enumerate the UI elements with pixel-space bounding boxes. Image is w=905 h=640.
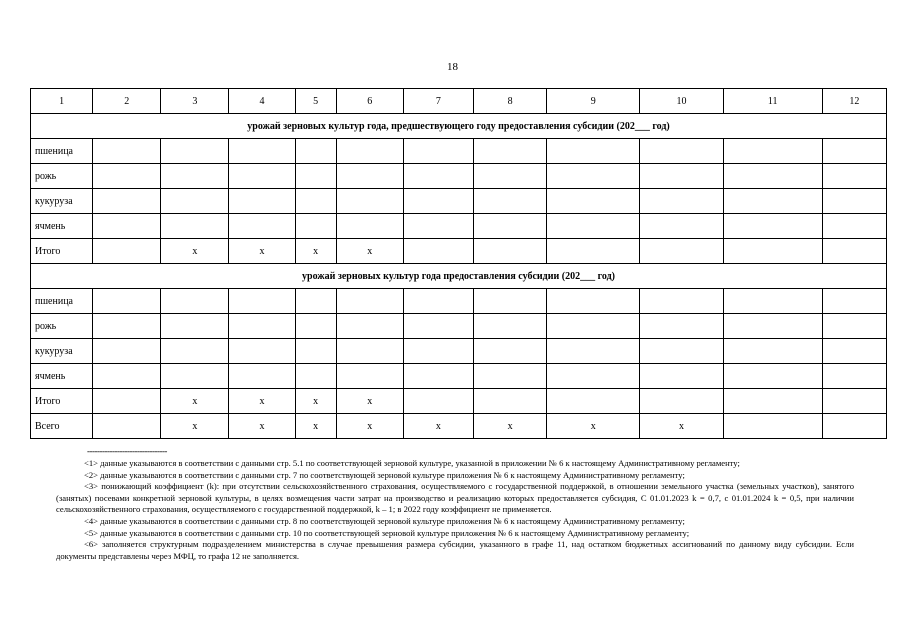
table-cell: х <box>336 389 403 414</box>
table-cell: х <box>474 414 547 439</box>
table-row <box>31 239 887 264</box>
table-cell <box>640 214 723 239</box>
footnote-3: <3> понижающий коэффициент (k): при отсутствии сельскохозяйственного страхования, осуществляемого с государственной поддержкой, в отношении земельного участка (земельных участков), занятого (занятых) посевами конкретной зерновой культуры, в целях возмещения части затрат на производство и реализацию которых предоставляется субсидия, С 01.01.2023 k = 0,7, с 01.01.2024 k = 0,5, при наличии сельскохозяйственного страхования, осуществляемого с государственной поддержкой, k – 1; в 2022 году коэффициент не применяется. <box>56 481 854 515</box>
table-cell <box>295 214 336 239</box>
footnote-5: <5> данные указываются в соответствии с данными стр. 10 по соответствующей зерновой культуре приложения № 6 к настоящему Административному регламенту; <box>84 527 690 538</box>
table-cell <box>640 189 723 214</box>
table-row <box>31 189 887 214</box>
table-cell <box>295 289 336 314</box>
table-cell <box>822 289 886 314</box>
table-cell <box>403 189 473 214</box>
table-cell <box>336 289 403 314</box>
column-number-12: 12 <box>822 89 886 114</box>
table-cell <box>336 189 403 214</box>
table-cell <box>822 364 886 389</box>
table-cell <box>474 314 547 339</box>
table-cell: х <box>295 414 336 439</box>
table-cell <box>93 389 161 414</box>
table-cell: х <box>295 239 336 264</box>
table-cell <box>474 339 547 364</box>
table-cell <box>723 164 822 189</box>
table-cell <box>822 214 886 239</box>
table-cell <box>403 139 473 164</box>
subsidy-table <box>30 88 887 439</box>
table-cell <box>822 314 886 339</box>
column-number-1: 1 <box>31 89 93 114</box>
column-number-3: 3 <box>161 89 229 114</box>
row-label: ячмень <box>31 214 93 239</box>
table-cell: х <box>229 239 295 264</box>
table-cell <box>822 389 886 414</box>
table-cell <box>336 339 403 364</box>
table-cell <box>403 314 473 339</box>
table-cell <box>547 239 640 264</box>
row-label: Всего <box>31 414 93 439</box>
column-number-11: 11 <box>723 89 822 114</box>
table-cell <box>822 164 886 189</box>
table-cell <box>640 289 723 314</box>
row-label: кукуруза <box>31 339 93 364</box>
table-row <box>31 214 887 239</box>
row-label: Итого <box>31 239 93 264</box>
table-cell <box>822 414 886 439</box>
table-cell <box>474 364 547 389</box>
table-cell <box>229 164 295 189</box>
table-row <box>31 139 887 164</box>
table-row <box>31 364 887 389</box>
table-cell <box>93 189 161 214</box>
table-row <box>31 389 887 414</box>
table-cell <box>295 139 336 164</box>
table-cell <box>640 314 723 339</box>
table-cell: х <box>336 239 403 264</box>
table-cell <box>723 414 822 439</box>
table-cell <box>93 414 161 439</box>
table-cell: х <box>161 414 229 439</box>
table-cell <box>547 214 640 239</box>
table-cell <box>161 189 229 214</box>
table-row <box>31 164 887 189</box>
table-cell <box>93 314 161 339</box>
table-cell <box>403 339 473 364</box>
table-cell <box>161 214 229 239</box>
row-label: пшеница <box>31 289 93 314</box>
table-cell <box>640 364 723 389</box>
table-cell <box>295 364 336 389</box>
row-label: Итого <box>31 389 93 414</box>
table-cell <box>93 239 161 264</box>
table-cell <box>822 189 886 214</box>
table-row <box>31 289 887 314</box>
column-number-9: 9 <box>547 89 640 114</box>
table-cell <box>723 189 822 214</box>
table-cell <box>93 164 161 189</box>
table-cell <box>93 139 161 164</box>
table-cell <box>403 239 473 264</box>
table-cell <box>723 339 822 364</box>
table-cell <box>822 339 886 364</box>
table-cell <box>403 164 473 189</box>
table-row <box>31 414 887 439</box>
table-cell <box>336 139 403 164</box>
table-cell <box>229 189 295 214</box>
table-cell <box>723 289 822 314</box>
column-number-7: 7 <box>403 89 473 114</box>
current-year-section-title: урожай зерновых культур года предоставления субсидии (202___ год) <box>31 264 887 289</box>
table-cell <box>336 214 403 239</box>
table-row <box>31 339 887 364</box>
column-number-6: 6 <box>336 89 403 114</box>
table-cell <box>723 239 822 264</box>
page-number: 18 <box>447 61 458 73</box>
table-cell: х <box>336 414 403 439</box>
table-cell: х <box>295 389 336 414</box>
table-cell <box>723 314 822 339</box>
table-cell <box>640 389 723 414</box>
table-cell <box>336 164 403 189</box>
table-cell <box>547 364 640 389</box>
table-cell <box>403 289 473 314</box>
table-cell <box>295 189 336 214</box>
table-cell <box>723 389 822 414</box>
table-cell <box>229 364 295 389</box>
table-cell <box>93 364 161 389</box>
table-cell <box>161 139 229 164</box>
table-cell <box>547 289 640 314</box>
table-cell <box>295 314 336 339</box>
row-label: ячмень <box>31 364 93 389</box>
row-label: пшеница <box>31 139 93 164</box>
table-cell <box>229 139 295 164</box>
table-cell <box>403 389 473 414</box>
table-cell <box>229 339 295 364</box>
table-cell: х <box>547 414 640 439</box>
column-number-row <box>31 89 887 114</box>
table-cell: х <box>161 389 229 414</box>
footnotes <box>56 458 854 562</box>
row-label: рожь <box>31 164 93 189</box>
column-number-5: 5 <box>295 89 336 114</box>
table-cell <box>822 239 886 264</box>
table-cell <box>229 289 295 314</box>
table-cell <box>474 164 547 189</box>
footnote-4: <4> данные указываются в соответствии с данными стр. 8 по соответствующей зерновой культуре приложения № 6 к настоящему Административному регламенту; <box>84 515 685 526</box>
table-cell: х <box>229 389 295 414</box>
table-cell: х <box>640 414 723 439</box>
table-cell <box>93 289 161 314</box>
table-cell <box>723 214 822 239</box>
table-cell <box>474 289 547 314</box>
table-cell <box>403 364 473 389</box>
table-cell <box>93 214 161 239</box>
footnote-1: <1> данные указываются в соответствии с данными стр. 5.1 по соответствующей зерновой культуре, указанной в приложении № 6 к настоящему Административному регламенту; <box>84 458 740 468</box>
table-cell <box>547 389 640 414</box>
table-cell <box>161 164 229 189</box>
table-cell <box>547 339 640 364</box>
table-cell <box>822 139 886 164</box>
table-cell <box>336 314 403 339</box>
table-cell <box>229 314 295 339</box>
row-label: кукуруза <box>31 189 93 214</box>
table-row <box>31 314 887 339</box>
table-cell <box>229 214 295 239</box>
table-cell <box>295 164 336 189</box>
table-cell: х <box>161 239 229 264</box>
table-cell <box>161 364 229 389</box>
current-year-section-title-row <box>31 264 887 289</box>
table-cell <box>723 139 822 164</box>
table-cell <box>161 339 229 364</box>
table-cell <box>474 239 547 264</box>
table-cell <box>474 139 547 164</box>
table-cell <box>640 339 723 364</box>
previous-year-section-title: урожай зерновых культур года, предшествующего году предоставления субсидии (202___ год) <box>31 114 887 139</box>
table-cell: х <box>403 414 473 439</box>
column-number-8: 8 <box>474 89 547 114</box>
table-cell <box>295 339 336 364</box>
table-cell <box>474 189 547 214</box>
table-cell <box>640 139 723 164</box>
table-cell: х <box>229 414 295 439</box>
column-number-4: 4 <box>229 89 295 114</box>
table-cell <box>547 139 640 164</box>
table-cell <box>547 189 640 214</box>
table-cell <box>547 164 640 189</box>
table-cell <box>723 364 822 389</box>
column-number-2: 2 <box>93 89 161 114</box>
previous-year-section-title-row <box>31 114 887 139</box>
table-cell <box>547 314 640 339</box>
footnote-2: <2> данные указываются в соответствии с данными стр. 7 по соответствующей зерновой культуре приложения № 6 к настоящему Административному регламенту; <box>84 469 685 480</box>
table-cell <box>336 364 403 389</box>
row-label: рожь <box>31 314 93 339</box>
table-cell <box>403 214 473 239</box>
column-number-10: 10 <box>640 89 723 114</box>
table-cell <box>474 389 547 414</box>
table-cell <box>161 314 229 339</box>
table-cell <box>474 214 547 239</box>
footnote-separator: -------------------------------- <box>87 446 167 456</box>
table-cell <box>640 239 723 264</box>
table-cell <box>640 164 723 189</box>
footnote-6: <6> заполняется структурным подразделением министерства в случае превышения размера субсидии, указанного в графе 11, над остатком бюджетных ассигнований по данному виду субсидии. Если документы представлены через МФЦ, то графа 12 не заполняется. <box>56 539 854 561</box>
table-cell <box>93 339 161 364</box>
table-cell <box>161 289 229 314</box>
